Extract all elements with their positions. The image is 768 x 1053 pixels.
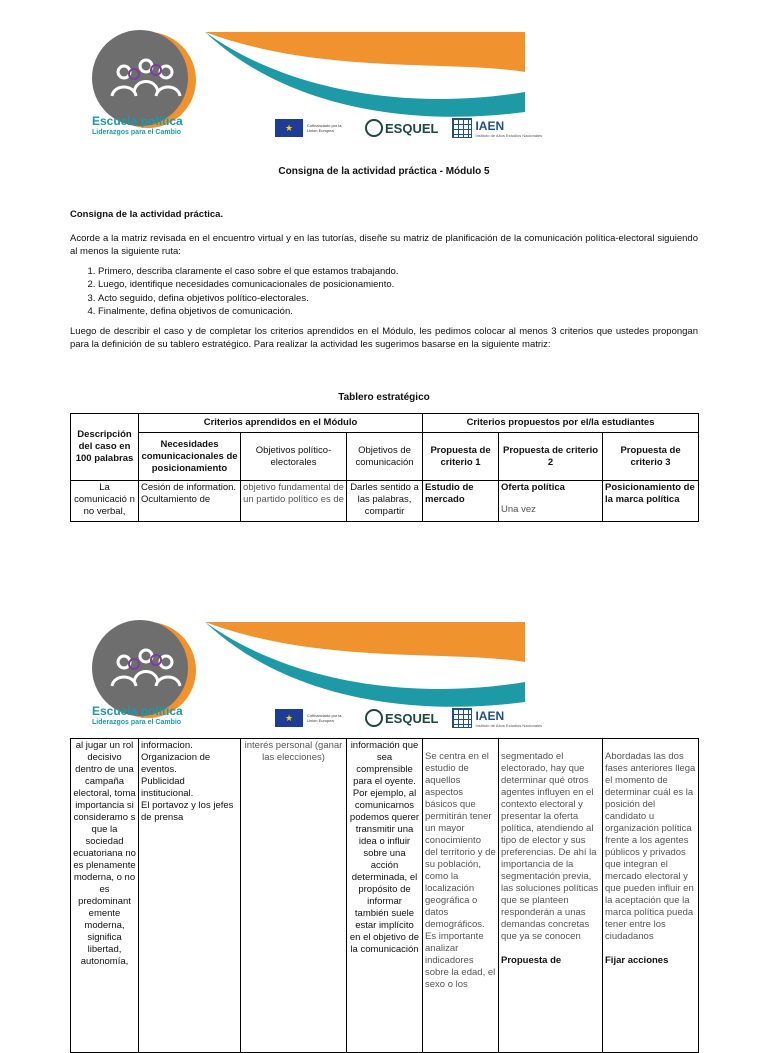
iaen-sub: Instituto de Altos Estudios Nacionales: [475, 722, 543, 728]
strategic-board-table: [70, 413, 699, 522]
iaen-logo: [452, 708, 542, 728]
esquel-icon: [365, 119, 383, 137]
cell-line: Abordadas las dos fases anteriores llega el momento de determinar cuál es la posición del candidato u organización política frente a los agentes públicos y privados que integran el mercado electoral y que pueden influir en la aceptación que la marca política pueda tener entre los ciudadanos: [605, 751, 696, 942]
table-cell: Posicionamiento de la marca política: [603, 481, 699, 522]
esquel-logo: [365, 119, 438, 137]
partner-logos: [275, 118, 542, 138]
cell-line: Ocultamiento de: [141, 494, 211, 505]
esquel-label: ESQUEL: [385, 710, 439, 726]
iaen-label: IAEN: [475, 118, 505, 133]
cell-line: Fijar acciones: [605, 955, 669, 966]
page-title: Consigna de la actividad práctica - Módulo 5: [278, 166, 490, 177]
instructions-intro: Acorde a la matriz revisada en el encuentro virtual y en las tutorías, diseñe su matriz de planificación de la comunicación política-electoral siguiendo al menos la siguiente ruta:: [70, 232, 698, 257]
header-political-objectives: Objetivos político-electorales: [241, 433, 347, 481]
strategic-board-table-continued: [70, 738, 699, 1053]
esquel-logo: [365, 709, 438, 727]
eu-logo: [275, 119, 351, 137]
table-cell: [139, 739, 241, 1053]
iaen-icon: [452, 118, 472, 138]
brand-tagline: Liderazgos para el Cambio: [92, 719, 182, 726]
table-cell: La comunicació n no verbal,: [71, 481, 139, 522]
cell-line: Una vez: [501, 504, 536, 515]
cell-line: Organizacion de eventos.: [141, 752, 211, 775]
header-communication-objectives: Objetivos de comunicación: [347, 433, 423, 481]
header-criterion-3: Propuesta de criterio 3: [603, 433, 699, 481]
header-case-description: Descripción del caso en 100 palabras: [71, 414, 139, 481]
cell-line: Publicidad institucional.: [141, 776, 194, 799]
esquel-icon: [365, 709, 383, 727]
cell-line: Propuesta de: [501, 955, 562, 966]
cell-line: segmentado el electorado, hay que determinar qué otros agentes influyen en el contexto electoral y presentar la oferta política, atendiendo al tipo de elector y sus preferencias. De ahí la importancia de la segmentación previa, las soluciones políticas que se planteen responderán a unas demandas concretas que ya se conocen: [501, 751, 599, 942]
step-item: 4. Finalmente, defina objetivos de comunicación.: [98, 305, 698, 319]
partner-logos: [275, 708, 542, 728]
cell-line: Cesión de information.: [141, 482, 237, 493]
iaen-logo: [452, 118, 542, 138]
brand-logo: [92, 115, 183, 137]
table-title: Tablero estratégico: [338, 392, 430, 403]
brand-logo: [92, 705, 183, 727]
header-needs: Necesidades comunicacionales de posicionamiento: [139, 433, 241, 481]
step-item: 2. Luego, identifique necesidades comunicacionales de posicionamiento.: [98, 278, 698, 292]
iaen-label: IAEN: [475, 708, 505, 723]
esquel-label: ESQUEL: [385, 120, 439, 136]
instructions-closing: Luego de describir el caso y de completar los criterios aprendidos en el Módulo, les pedimos colocar al menos 3 criterios que ustedes propongan para la definición de su tablero estratégico. Para realizar la actividad les sugerimos basarse en la siguiente matriz:: [70, 325, 698, 350]
step-item: 1. Primero, describa claramente el caso sobre el que estamos trabajando.: [98, 265, 698, 279]
eu-flag-icon: ★: [275, 119, 303, 137]
table-cell: [499, 481, 603, 522]
cell-line: informacion.: [141, 740, 193, 751]
brand-name: Escuela política: [92, 114, 183, 128]
steps-list: [70, 265, 698, 319]
cell-line: El portavoz y los jefes de prensa: [141, 800, 234, 823]
iaen-icon: [452, 708, 472, 728]
table-cell: Darles sentido a las palabras, compartir: [347, 481, 423, 522]
header-banner: [0, 590, 768, 750]
eu-flag-icon: ★: [275, 709, 303, 727]
header-criterion-1: Propuesta de criterio 1: [423, 433, 499, 481]
brand-tagline: Liderazgos para el Cambio: [92, 129, 182, 136]
iaen-sub: Instituto de Altos Estudios Nacionales: [475, 132, 543, 138]
brand-name: Escuela política: [92, 704, 183, 718]
table-cell: Estudio de mercado: [423, 481, 499, 522]
header-criterion-2: Propuesta de criterio 2: [499, 433, 603, 481]
instructions-heading: Consigna de la actividad práctica.: [70, 209, 224, 220]
table-cell: [139, 481, 241, 522]
table-cell: interés personal (ganar las elecciones): [241, 739, 347, 1053]
table-cell: [499, 739, 603, 1053]
header-banner: [0, 0, 768, 160]
table-cell: [603, 739, 699, 1053]
step-item: 3. Acto seguido, defina objetivos político-electorales.: [98, 292, 698, 306]
table-cell: al jugar un rol decisivo dentro de una campaña electoral, toma importancia si consideramo s que la sociedad ecuatoriana no es plenamente moderna, o no es predominant emente moderna, significa libertad, autonomía,: [71, 739, 139, 1053]
eu-logo-text: Cofinanciado por la Unión Europea: [307, 123, 342, 133]
table-cell: objetivo fundamental de un partido político es de: [241, 481, 347, 522]
header-group-proposed: Criterios propuestos por el/la estudiantes: [423, 414, 699, 433]
eu-logo: [275, 709, 351, 727]
table-cell: Se centra en el estudio de aquellos aspectos básicos que permitirán tener un mayor conocimiento del territorio y de su población, como la localización geográfica o datos demográficos. Es importante analizar indicadores sobre la edad, el sexo o los: [423, 739, 499, 1053]
page-gap: [0, 560, 768, 590]
cell-line: Oferta política: [501, 482, 565, 493]
header-group-learned: Criterios aprendidos en el Módulo: [139, 414, 423, 433]
instructions: [70, 208, 698, 352]
eu-logo-text: Cofinanciado por la Unión Europea: [307, 713, 342, 723]
table-cell: información que sea comprensible para el oyente. Por ejemplo, al comunicarnos podemos querer transmitir una idea o influir sobre una acción determinada, el propósito de informar también suele estar implícito en el objetivo de la comunicación: [347, 739, 423, 1053]
